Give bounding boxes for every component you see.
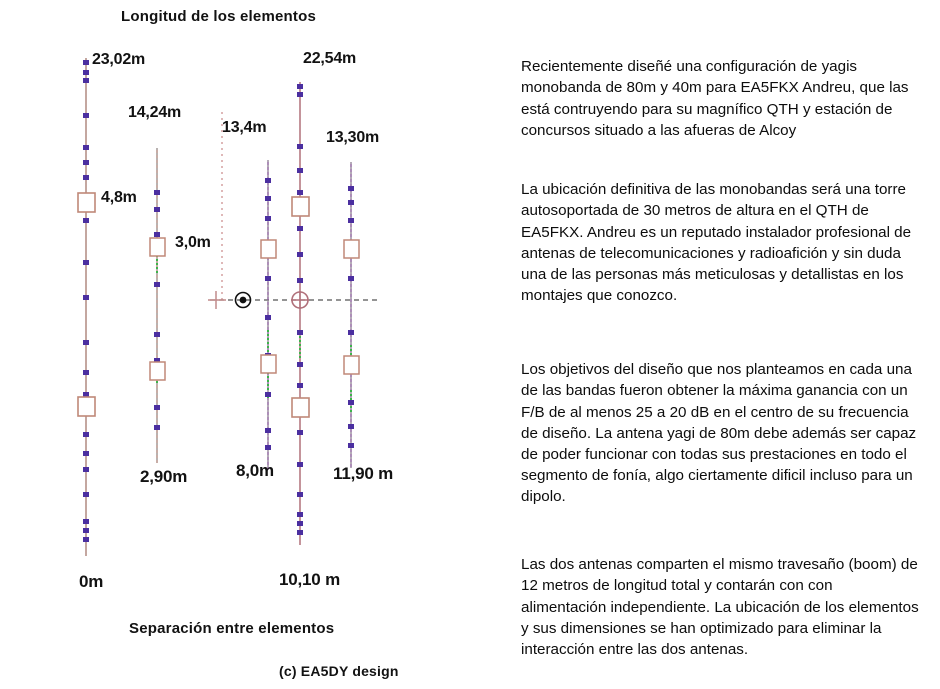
length-label-23-02m: 23,02m [92, 51, 146, 68]
element-reflector-80m [78, 58, 95, 556]
article-text-panel [521, 0, 929, 689]
axis-label-10-10m: 10,10 m [279, 570, 340, 589]
article-paragraph-4: Las dos antenas comparten el mismo travesaño (boom) de 12 metros de longitud total y contarán con con alimentación independiente. La ubicación de los elementos y sus dimensiones se han optimizado para eliminar la interacción entre las dos antenas. [521, 556, 919, 658]
element-director-40m-2 [344, 162, 359, 468]
insulator-box [292, 197, 309, 216]
insulator-box [344, 356, 359, 374]
loading-label-3-0m: 3,0m [175, 234, 211, 251]
loading-label-4-8m: 4,8m [101, 189, 137, 206]
separation-label-11-90m: 11,90 m [333, 464, 394, 483]
axis-label-0m: 0m [79, 572, 104, 591]
insulator-box [150, 238, 165, 256]
diagram-credit: (c) EA5DY design [279, 663, 399, 679]
feed-point-80m-marker-icon [291, 291, 309, 309]
diagram-title: Longitud de los elementos [121, 8, 317, 25]
article-paragraph-3: Los objetivos del diseño que nos planteamos en cada una de las bandas fueron obtener la máxima ganancia con un F/B de al menos 25 a 20 dB en el centro de su frecuencia de diseño. La antena yagi de 80m debe además ser capaz de poder funcionar con todas sus prestaciones en todo el segmento de fonía, algo ciertamente dificil incluso para un dipolo. [521, 361, 917, 506]
insulator-box [261, 240, 276, 258]
article-paragraph-2: La ubicación definitiva de las monobandas será una torre autosoportada de 30 metros de altura en el QTH de EA5FKX. Andreu es un reputado instalador profesional de antenas de telecomunicaciones y radioafición y sin duda una de las personas más meticulosas y detallistas en los montajes que conozco. [521, 181, 912, 305]
insulator-box [78, 397, 95, 416]
separation-label-8-0m: 8,0m [236, 461, 274, 480]
boom-origin-cross-icon [208, 291, 226, 309]
article-paragraph-1: Recientemente diseñé una configuración de yagis monobanda de 80m y 40m para EA5FKX Andreu, que las está contruyendo para su magnífico QTH y estación de concursos situado a las afueras de Alcoy [521, 58, 909, 139]
element-driven-80m [292, 82, 309, 545]
separation-label-2-90m: 2,90m [140, 467, 188, 486]
insulator-box [78, 193, 95, 212]
element-driven-40m [261, 160, 276, 470]
insulator-box [150, 362, 165, 380]
insulator-box [344, 240, 359, 258]
length-label-14-24m: 14,24m [128, 104, 182, 121]
length-label-13-4m: 13,4m [222, 119, 267, 136]
insulator-box [261, 355, 276, 373]
diagram-footer-caption: Separación entre elementos [129, 620, 335, 637]
element-director-40m-1 [150, 148, 165, 463]
length-label-13-30m: 13,30m [326, 129, 380, 146]
insulator-box [292, 398, 309, 417]
length-label-22-54m: 22,54m [303, 50, 357, 67]
